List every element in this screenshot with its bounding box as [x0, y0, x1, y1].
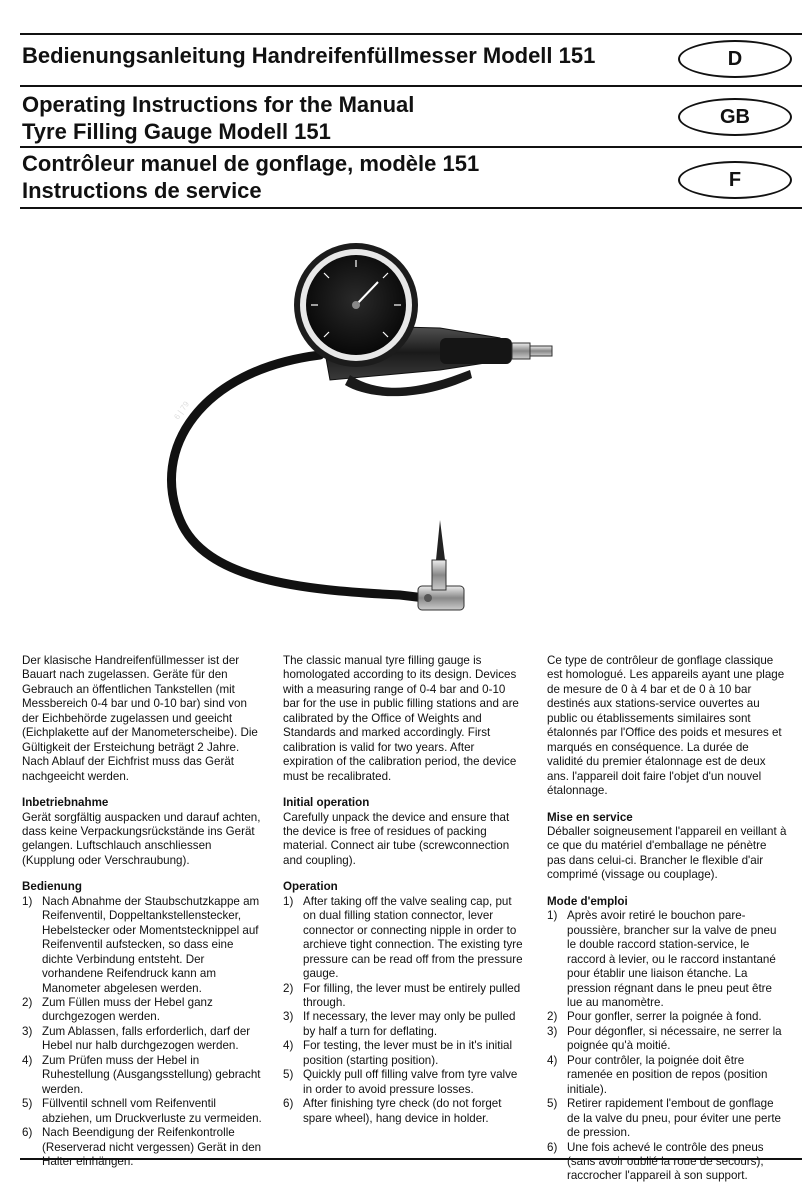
- header-rule-gb: [20, 146, 802, 148]
- steps-gb: [283, 895, 523, 1126]
- heading-bedienung: Bedienung: [22, 880, 82, 894]
- steps-fr: [547, 909, 787, 1184]
- intro-de: Der klasische Handreifenfüllmesser ist der Bauart nach zugelassen. Geräte für den Gebrauch an öffentlichen Tankstellen (mit Messbereich 0-4 bar und 0-10 bar) sind von der Eichbehörde zugelassen und geeicht (Eichplakette auf der Manometerscheibe). Die Gültigkeit der Ersteichung beträgt 2 Jahre. Nach Ablauf der Eichfrist muss das Gerät nachgeeicht werden.: [22, 654, 258, 783]
- list-item: 5) Retirer rapidement l'embout de gonflage de la valve du pneu, pour éviter une perte de pression.: [547, 1097, 781, 1140]
- list-item: 4) For testing, the lever must be in it's initial position (starting position).: [283, 1039, 513, 1067]
- header-rule-bottom: [20, 207, 802, 209]
- heading-initial-operation: Initial operation: [283, 796, 370, 810]
- header-rule-top: [20, 33, 802, 35]
- heading-mise-en-service: Mise en service: [547, 810, 633, 824]
- list-item: 6) Une fois achevé le contrôle des pneus (sans avoir oublié la roue de secours), raccrocher l'appareil à son support.: [547, 1140, 764, 1183]
- list-item: 3) If necessary, the lever may only be pulled by half a turn for deflating.: [283, 1010, 516, 1038]
- list-item: 6) Nach Beendigung der Reifenkontrolle (Reserverad nicht vergessen) Gerät in den Halter einhängen.: [22, 1126, 262, 1168]
- pressure-gauge-icon: [294, 243, 418, 367]
- list-item: 1) After taking off the valve sealing cap, put on dual filling station connector, lever connector or connecting nipple in order to archieve tight connection. The existing tyre pressure can be read off from the pressure gauge.: [283, 894, 523, 981]
- list-item: 6) After finishing tyre check (do not forget spare wheel), hang device in holder.: [283, 1097, 502, 1125]
- list-item: 3) Pour dégonfler, si nécessaire, ne serrer la poignée qu'à moitié.: [547, 1024, 782, 1053]
- list-item: 2) For filling, the lever must be entirely pulled through.: [283, 981, 521, 1009]
- title-de: Bedienungsanleitung Handreifenfüllmesser Modell 151: [22, 43, 596, 68]
- text-initial-operation: Carefully unpack the device and ensure that the device is free of residues of packing material. Connect air tube (screwconnection and coupling).: [283, 810, 510, 867]
- text-inbetriebnahme: Gerät sorgfältig auspacken und darauf achten, dass keine Verpackungsrückstände ins Gerät gelangen. Luftschlauch anschliessen (Kupplung oder Verschraubung).: [22, 810, 261, 867]
- list-item: 5) Quickly pull off filling valve from tyre valve in order to avoid pressure losses.: [283, 1068, 518, 1096]
- column-de: [22, 654, 262, 1169]
- language-badge-fr: F: [678, 161, 792, 199]
- list-item: 3) Zum Ablassen, falls erforderlich, darf der Hebel nur halb durchgezogen werden.: [22, 1024, 251, 1053]
- list-item: 2) Zum Füllen muss der Hebel ganz durchgezogen werden.: [22, 995, 213, 1024]
- intro-gb: The classic manual tyre filling gauge is homologated according to its design. Devices with a measuring range of 0-4 bar and 0-10 bar for the use in public filling stations and are calibrated by the Office of Weights and Standards and marked accordingly. First calibration is valid for two years. After expiration of the calibration period, the device must be recalibrated.: [283, 654, 519, 783]
- heading-operation: Operation: [283, 880, 338, 894]
- list-item: 4) Pour contrôler, la poignée doit être ramenée en position de repos (position initiale).: [547, 1053, 768, 1096]
- column-fr: [547, 654, 787, 1184]
- steps-de: [22, 895, 262, 1170]
- list-item: 1) Nach Abnahme der Staubschutzkappe am Reifenventil, Doppeltankstellenstecker, Hebelstecker oder Momentstecknippel auf Reifenventil aufstecken, so dass eine dichte Verbindung entsteht. Der vorhandene Reifendruck kann am Manometer abgelesen werden.: [22, 894, 260, 995]
- tyre-filling-gauge-illustration: [0, 220, 808, 640]
- title-gb: Operating Instructions for the Manual Tyre Filling Gauge Modell 151: [22, 92, 415, 144]
- text-mise-en-service: Déballer soigneusement l'appareil en veillant à ce que du matériel d'emballage ne pénètre pas dans celui-ci. Brancher le flexible d'air comprimé (vissage ou couplage).: [547, 824, 787, 882]
- heading-mode-emploi: Mode d'emploi: [547, 894, 628, 908]
- chuck-connector-icon: [418, 520, 464, 610]
- column-gb: [283, 654, 523, 1126]
- title-fr: Contrôleur manuel de gonflage, modèle 151 Instructions de service: [22, 151, 480, 203]
- header-rule-de: [20, 85, 802, 87]
- language-badge-gb: GB: [678, 98, 792, 136]
- intro-fr: Ce type de contrôleur de gonflage classique est homologué. Les appareils ayant une plage de mesure de 0 à 4 bar et de 0 à 10 bar destinés aux stations-service ouvertes au public ou établissements similaires sont étalonnés par l'Office des poids et mesures et marqués en conséquence. La durée de validité du premier étalonnage est de deux ans. l'appareil doit faire l'objet d'un nouvel étalonnage.: [547, 654, 785, 798]
- heading-inbetriebnahme: Inbetriebnahme: [22, 796, 109, 810]
- language-badge-de: D: [678, 40, 792, 78]
- list-item: 4) Zum Prüfen muss der Hebel in Ruhestellung (Ausgangsstellung) gebracht werden.: [22, 1053, 261, 1096]
- hose-print: 6 | 79: [172, 399, 192, 422]
- list-item: 1) Après avoir retiré le bouchon pare-poussière, brancher sur la valve de pneu le double raccord station-service, le raccord à levier, ou le raccord instantané pour établir une liaison étanche. La pression régnant dans le pneu peut être lue au manomètre.: [547, 909, 777, 1009]
- list-item: 5) Füllventil schnell vom Reifenventil abziehen, um Druckverluste zu vermeiden.: [22, 1097, 262, 1125]
- list-item: 2) Pour gonfler, serrer la poignée à fond.: [547, 1010, 762, 1024]
- footer-rule: [20, 1158, 802, 1160]
